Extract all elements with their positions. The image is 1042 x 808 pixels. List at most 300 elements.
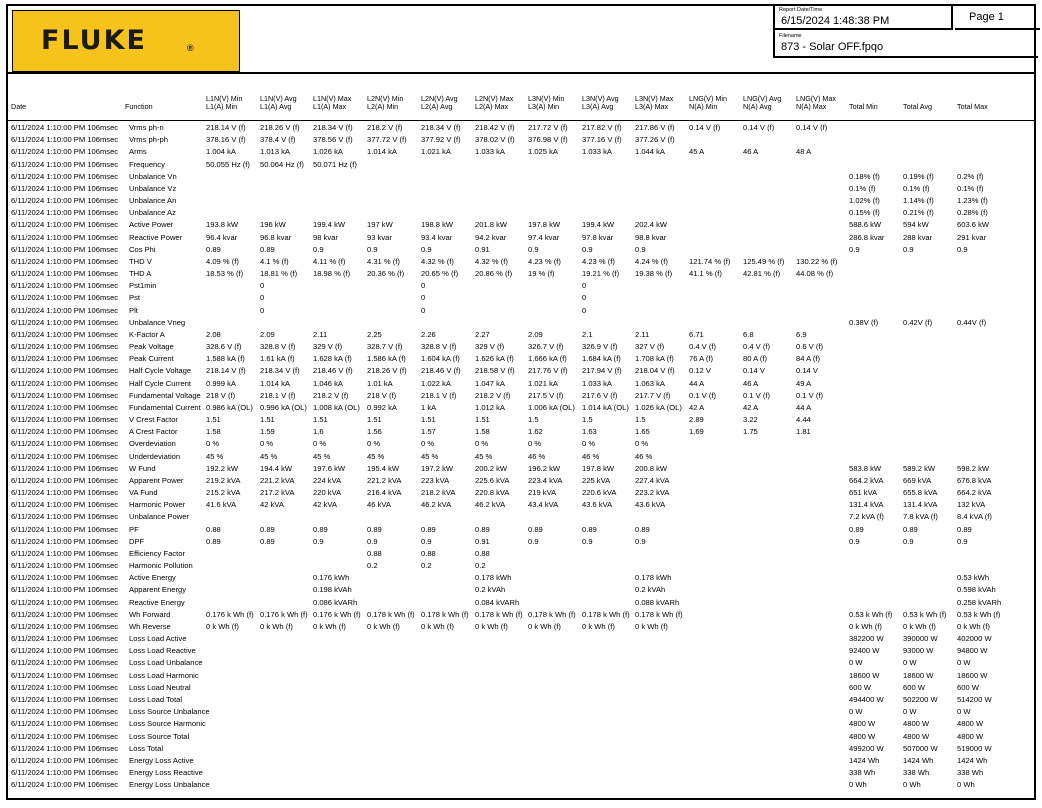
filename-value: 873 - Solar OFF.fpqo <box>781 41 884 53</box>
table-row <box>8 292 1034 304</box>
cell-value: 664.2 kVA <box>957 488 992 498</box>
cell-value: 1424 Wh <box>849 755 880 765</box>
cell-value: 4800 W <box>957 719 984 729</box>
cell-value: 0.9 <box>421 244 432 254</box>
cell-value: 0.91 <box>475 244 490 254</box>
cell-value: 1.51 <box>313 415 328 425</box>
cell-value: 225.6 kVA <box>475 475 510 485</box>
column-header-line1: L1N(V) Avg <box>260 94 297 103</box>
cell-value: 45 % <box>313 451 331 461</box>
cell-value: 0.178 k Wh (f) <box>582 609 630 619</box>
column-divider <box>8 120 1034 121</box>
cell-value: 44 A <box>689 378 705 388</box>
cell-value: 329 V (f) <box>475 342 505 352</box>
cell-function: Loss Load Neutral <box>129 682 191 692</box>
cell-value: 603.6 kW <box>957 220 990 230</box>
cell-value: 218.42 V (f) <box>475 123 515 132</box>
cell-date: 6/11/2024 1:10:00 PM 106msec <box>11 719 119 729</box>
cell-function: Wh Forward <box>129 609 171 619</box>
cell-value: 0.178 k Wh (f) <box>475 609 523 619</box>
cell-value: 1424 Wh <box>903 755 934 765</box>
cell-value: 198.8 kW <box>421 220 454 230</box>
cell-function: Frequency <box>129 159 165 169</box>
cell-date: 6/11/2024 1:10:00 PM 106msec <box>11 293 119 303</box>
cell-value: 0.9 <box>849 536 860 546</box>
cell-value: 326.9 V (f) <box>582 342 618 352</box>
cell-value: 50.071 Hz (f) <box>313 159 357 169</box>
cell-value: 2.08 <box>206 329 221 339</box>
cell-value: 0.198 kVAh <box>313 585 352 595</box>
cell-value: 132 kVA <box>957 500 986 510</box>
cell-value: 338 Wh <box>957 768 984 777</box>
cell-date: 6/11/2024 1:10:00 PM 106msec <box>11 317 119 327</box>
cell-value: 218.14 V (f) <box>206 123 246 132</box>
cell-value: 130.22 % (f) <box>796 256 838 266</box>
cell-value: 1 kA <box>421 402 437 412</box>
cell-value: 0.9 <box>313 244 324 254</box>
cell-value: 1.5 <box>582 415 593 425</box>
cell-value: 0.6 V (f) <box>796 342 824 352</box>
cell-value: 669 kVA <box>903 475 932 485</box>
cell-value: 0 k Wh (f) <box>475 621 508 631</box>
cell-value: 328.7 V (f) <box>367 342 403 352</box>
cell-function: Unbalance Vz <box>129 183 177 193</box>
report-page <box>6 4 1036 800</box>
table-row <box>8 171 1034 183</box>
cell-value: 0.084 kVARh <box>475 597 520 607</box>
column-header-line1: L2N(V) Min <box>367 94 404 103</box>
cell-value: 1.063 kA <box>635 378 665 388</box>
cell-date: 6/11/2024 1:10:00 PM 106msec <box>11 402 119 412</box>
cell-value: 0.2 <box>475 561 486 571</box>
cell-value: 1.684 kA (f) <box>582 354 621 364</box>
cell-value: 50.064 Hz (f) <box>260 159 304 169</box>
cell-value: 286.8 kvar <box>849 232 885 242</box>
cell-value: 0.88 <box>367 548 382 558</box>
cell-value: 1.51 <box>475 415 490 425</box>
cell-value: 0.2 <box>421 561 432 571</box>
cell-value: 4.32 % (f) <box>421 256 454 266</box>
column-header-line1: L1N(V) Min <box>206 94 243 103</box>
cell-value: 499200 W <box>849 743 884 753</box>
table-row <box>8 183 1034 195</box>
cell-value: 1.6 <box>313 427 324 437</box>
cell-value: 218 V (f) <box>206 390 236 400</box>
cell-value: 218.34 V (f) <box>260 366 300 376</box>
column-header-line1: L2N(V) Avg <box>421 94 458 103</box>
cell-value: 0 <box>582 293 587 303</box>
cell-value: 0.996 kA (OL) <box>260 402 307 412</box>
cell-date: 6/11/2024 1:10:00 PM 106msec <box>11 147 119 157</box>
cell-value: 328.6 V (f) <box>206 342 242 352</box>
cell-value: 192.2 kW <box>206 463 239 473</box>
cell-value: 80 A (f) <box>743 354 768 364</box>
cell-value: 197.8 kW <box>582 463 615 473</box>
cell-value: 0 % <box>421 439 435 449</box>
cell-value: 589.2 kW <box>903 463 936 473</box>
cell-value: 1.588 kA (f) <box>206 354 245 364</box>
column-header <box>957 103 988 111</box>
cell-value: 1424 Wh <box>957 755 988 765</box>
cell-value: 96.4 kvar <box>206 232 238 242</box>
cell-value: 46 A <box>743 147 759 157</box>
cell-value: 4.31 % (f) <box>367 256 400 266</box>
table-row <box>8 487 1034 499</box>
cell-date: 6/11/2024 1:10:00 PM 106msec <box>11 609 119 619</box>
cell-value: 0 k Wh (f) <box>421 621 454 631</box>
cell-value: 0.89 <box>206 536 221 546</box>
cell-value: 8.4 kVA (f) <box>957 512 992 522</box>
cell-value: 0.15% (f) <box>849 208 880 218</box>
cell-value: 329 V (f) <box>313 342 343 352</box>
table-row <box>8 353 1034 365</box>
cell-value: 0.176 k Wh (f) <box>313 609 361 619</box>
cell-value: 1.046 kA <box>313 378 343 388</box>
cell-date: 6/11/2024 1:10:00 PM 106msec <box>11 123 119 132</box>
table-row <box>8 609 1034 621</box>
cell-value: 0.42V (f) <box>903 317 933 327</box>
cell-function: Half Cycle Current <box>129 378 192 388</box>
cell-function: Energy Loss Reactive <box>129 768 203 777</box>
cell-function: Vrms ph-ph <box>129 135 168 145</box>
cell-value: 199.4 kW <box>582 220 615 230</box>
column-header <box>528 95 564 111</box>
cell-value: 18600 W <box>903 670 934 680</box>
table-row <box>8 718 1034 730</box>
cell-value: 1.65 <box>635 427 650 437</box>
cell-function: Unbalance Vneg <box>129 317 186 327</box>
cell-value: 1.61 kA (f) <box>260 354 295 364</box>
cell-date: 6/11/2024 1:10:00 PM 106msec <box>11 354 119 364</box>
column-header <box>367 95 403 111</box>
cell-value: 42 A <box>689 402 705 412</box>
column-header <box>689 95 727 111</box>
cell-function: K-Factor A <box>129 329 165 339</box>
cell-value: 200.8 kW <box>635 463 668 473</box>
cell-value: 0.999 kA <box>206 378 236 388</box>
table-row <box>8 475 1034 487</box>
cell-value: 0.89 <box>849 524 864 534</box>
cell-function: Apparent Power <box>129 475 184 485</box>
cell-value: 0.2 kVAh <box>475 585 506 595</box>
table-row <box>8 548 1034 560</box>
table-row <box>8 146 1034 158</box>
cell-value: 93 kvar <box>367 232 392 242</box>
cell-value: 1.5 <box>635 415 646 425</box>
cell-value: 2.25 <box>367 329 382 339</box>
cell-value: 194.4 kW <box>260 463 293 473</box>
cell-value: 0.14 V (f) <box>689 123 721 132</box>
fluke-logo <box>12 10 240 72</box>
column-header-line1: LNG(V) Max <box>796 94 836 103</box>
cell-value: 0 k Wh (f) <box>903 621 936 631</box>
cell-value: 1.708 kA (f) <box>635 354 674 364</box>
cell-function: Overdeviation <box>129 439 176 449</box>
cell-value: 45 % <box>367 451 385 461</box>
table-row <box>8 694 1034 706</box>
cell-value: 327 V (f) <box>635 342 665 352</box>
table-row <box>8 524 1034 536</box>
cell-value: 218.2 V (f) <box>475 390 511 400</box>
cell-date: 6/11/2024 1:10:00 PM 106msec <box>11 196 119 206</box>
cell-value: 201.8 kW <box>475 220 508 230</box>
report-date-value: 6/15/2024 1:48:38 PM <box>781 15 890 27</box>
table-row <box>8 560 1034 572</box>
cell-value: 44.08 % (f) <box>796 269 834 279</box>
cell-value: 0.1% (f) <box>957 183 984 193</box>
cell-value: 0.086 kVARh <box>313 597 358 607</box>
table-row <box>8 390 1034 402</box>
cell-function: Efficiency Factor <box>129 548 185 558</box>
cell-value: 46.2 kVA <box>475 500 506 510</box>
cell-value: 0.1 V (f) <box>689 390 717 400</box>
cell-value: 97.8 kvar <box>582 232 614 242</box>
cell-date: 6/11/2024 1:10:00 PM 106msec <box>11 439 119 449</box>
column-headers <box>8 90 1034 120</box>
cell-value: 0.89 <box>582 524 597 534</box>
column-header <box>313 95 351 111</box>
cell-value: 1.02% (f) <box>849 196 880 206</box>
cell-value: 4.11 % (f) <box>313 256 346 266</box>
cell-function: Fundamental Voltage <box>129 390 201 400</box>
column-header-line2: L2(A) Avg <box>421 102 453 112</box>
cell-date: 6/11/2024 1:10:00 PM 106msec <box>11 731 119 741</box>
cell-value: 125.49 % (f) <box>743 256 785 266</box>
cell-value: 45 % <box>260 451 278 461</box>
cell-date: 6/11/2024 1:10:00 PM 106msec <box>11 524 119 534</box>
cell-value: 0 W <box>849 707 863 717</box>
cell-value: 0.38V (f) <box>849 317 879 327</box>
page-number-cell <box>955 6 1040 30</box>
cell-value: 1.026 kA <box>313 147 343 157</box>
column-header-line1: L3N(V) Min <box>528 94 565 103</box>
cell-value: 0.89 <box>313 524 328 534</box>
column-header <box>582 95 619 111</box>
cell-function: THD V <box>129 256 152 266</box>
cell-value: 217.82 V (f) <box>582 123 622 132</box>
cell-date: 6/11/2024 1:10:00 PM 106msec <box>11 743 119 753</box>
cell-value: 227.4 kVA <box>635 475 670 485</box>
column-header-line2: L2(A) Min <box>367 102 399 112</box>
cell-value: 218.46 V (f) <box>421 366 461 376</box>
cell-value: 41.6 kVA <box>206 500 237 510</box>
cell-value: 218.1 V (f) <box>421 390 457 400</box>
cell-date: 6/11/2024 1:10:00 PM 106msec <box>11 658 119 668</box>
cell-date: 6/11/2024 1:10:00 PM 106msec <box>11 244 119 254</box>
cell-value: 1.5 <box>528 415 539 425</box>
cell-function: VA Fund <box>129 488 158 498</box>
cell-value: 1.666 kA (f) <box>528 354 567 364</box>
cell-value: 0.992 kA <box>367 402 397 412</box>
cell-value: 92400 W <box>849 646 880 656</box>
column-header <box>206 95 242 111</box>
cell-value: 328.8 V (f) <box>421 342 457 352</box>
cell-date: 6/11/2024 1:10:00 PM 106msec <box>11 208 119 218</box>
cell-value: 4.23 % (f) <box>582 256 615 266</box>
cell-value: 600 W <box>957 682 979 692</box>
cell-date: 6/11/2024 1:10:00 PM 106msec <box>11 500 119 510</box>
cell-value: 1.033 kA <box>475 147 505 157</box>
cell-value: 0.89 <box>260 536 275 546</box>
cell-value: 0 % <box>475 439 489 449</box>
cell-value: 225 kVA <box>582 475 611 485</box>
cell-value: 0.178 k Wh (f) <box>367 609 415 619</box>
cell-value: 378.56 V (f) <box>313 135 353 145</box>
cell-value: 0 % <box>206 439 220 449</box>
cell-value: 1.51 <box>367 415 382 425</box>
column-header <box>743 95 781 111</box>
cell-value: 0 <box>582 305 587 315</box>
table-row <box>8 682 1034 694</box>
cell-date: 6/11/2024 1:10:00 PM 106msec <box>11 390 119 400</box>
cell-function: Reactive Power <box>129 232 183 242</box>
table-row <box>8 499 1034 511</box>
cell-value: 0.53 k Wh (f) <box>903 609 947 619</box>
cell-value: 0.9 <box>635 536 646 546</box>
cell-date: 6/11/2024 1:10:00 PM 106msec <box>11 159 119 169</box>
cell-value: 0 k Wh (f) <box>206 621 239 631</box>
cell-value: 217.76 V (f) <box>528 366 568 376</box>
table-row <box>8 438 1034 450</box>
cell-date: 6/11/2024 1:10:00 PM 106msec <box>11 646 119 656</box>
cell-value: 0 % <box>313 439 327 449</box>
cell-value: 664.2 kVA <box>849 475 884 485</box>
cell-value: 598.2 kW <box>957 463 990 473</box>
cell-value: 1.59 <box>260 427 275 437</box>
cell-date: 6/11/2024 1:10:00 PM 106msec <box>11 378 119 388</box>
cell-date: 6/11/2024 1:10:00 PM 106msec <box>11 171 119 181</box>
cell-value: 0.12 V <box>689 366 711 376</box>
cell-value: 1.63 <box>582 427 597 437</box>
cell-function: Energy Loss Active <box>129 755 194 765</box>
cell-value: 655.8 kVA <box>903 488 938 498</box>
cell-function: Apparent Energy <box>129 585 186 595</box>
cell-value: 1.58 <box>475 427 490 437</box>
cell-value: 0 W <box>957 658 971 668</box>
cell-value: 218.14 V (f) <box>206 366 246 376</box>
cell-value: 1.014 kA <box>260 378 290 388</box>
column-header-line2: L1(A) Avg <box>260 102 292 112</box>
cell-value: 0.9 <box>367 244 378 254</box>
cell-value: 0.1 V (f) <box>743 390 771 400</box>
cell-function: Peak Voltage <box>129 342 174 352</box>
cell-date: 6/11/2024 1:10:00 PM 106msec <box>11 463 119 473</box>
cell-value: 0.178 k Wh (f) <box>421 609 469 619</box>
cell-value: 2.11 <box>313 329 328 339</box>
cell-function: Unbalance Vn <box>129 171 177 181</box>
cell-date: 6/11/2024 1:10:00 PM 106msec <box>11 475 119 485</box>
cell-value: 1.008 kA (OL) <box>313 402 360 412</box>
cell-value: 0.178 k Wh (f) <box>528 609 576 619</box>
cell-value: 0.088 kVARh <box>635 597 680 607</box>
cell-value: 217.86 V (f) <box>635 123 675 132</box>
cell-value: 0 W <box>903 707 917 717</box>
cell-value: 45 % <box>421 451 439 461</box>
cell-value: 519000 W <box>957 743 992 753</box>
cell-value: 0.1% (f) <box>849 183 876 193</box>
cell-value: 197.2 kW <box>421 463 454 473</box>
cell-date: 6/11/2024 1:10:00 PM 106msec <box>11 342 119 352</box>
cell-value: 1.004 kA <box>206 147 236 157</box>
cell-value: 0.9 <box>957 536 968 546</box>
cell-value: 0.1% (f) <box>903 183 930 193</box>
cell-value: 0 <box>260 293 265 303</box>
cell-function: Loss Source Total <box>129 731 190 741</box>
cell-function: Reactive Energy <box>129 597 185 607</box>
cell-value: 1.033 kA <box>582 147 612 157</box>
cell-function: Loss Load Active <box>129 634 187 644</box>
cell-value: 382200 W <box>849 634 884 644</box>
cell-value: 0 k Wh (f) <box>582 621 615 631</box>
cell-value: 131.4 kVA <box>849 500 884 510</box>
cell-function: V Crest Factor <box>129 415 178 425</box>
cell-value: 0 Wh <box>903 780 921 790</box>
cell-value: 98 kvar <box>313 232 338 242</box>
cell-value: 0 <box>260 281 265 291</box>
table-row <box>8 645 1034 657</box>
column-header <box>796 95 836 111</box>
cell-value: 4.32 % (f) <box>475 256 508 266</box>
cell-value: 378.16 V (f) <box>206 135 246 145</box>
cell-function: Wh Reverse <box>129 621 171 631</box>
cell-date: 6/11/2024 1:10:00 PM 106msec <box>11 670 119 680</box>
cell-value: 4800 W <box>849 719 876 729</box>
cell-value: 507000 W <box>903 743 938 753</box>
cell-value: 217.94 V (f) <box>582 366 622 376</box>
cell-value: 0.14 V <box>743 366 765 376</box>
table-row <box>8 378 1034 390</box>
cell-value: 1.75 <box>743 427 758 437</box>
cell-value: 96.8 kvar <box>260 232 292 242</box>
cell-function: Pst <box>129 293 140 303</box>
table-row <box>8 207 1034 219</box>
table-row <box>8 414 1034 426</box>
table-row <box>8 256 1034 268</box>
cell-function: Plt <box>129 305 138 315</box>
cell-function: Loss Load Unbalance <box>129 658 203 668</box>
table-row <box>8 305 1034 317</box>
cell-value: 1.69 <box>689 427 704 437</box>
cell-value: 223.2 kVA <box>635 488 670 498</box>
cell-value: 0.53 kWh <box>957 573 990 583</box>
cell-value: 218.04 V (f) <box>635 366 675 376</box>
cell-value: 219 kVA <box>528 488 557 498</box>
cell-value: 219.2 kVA <box>206 475 241 485</box>
table-row <box>8 633 1034 645</box>
cell-value: 0 % <box>582 439 596 449</box>
cell-value: 0.14 V (f) <box>796 123 828 132</box>
cell-value: 20.86 % (f) <box>475 269 513 279</box>
table-row <box>8 134 1034 146</box>
cell-value: 218.58 V (f) <box>475 366 515 376</box>
table-row <box>8 451 1034 463</box>
table-row <box>8 329 1034 341</box>
cell-value: 43.4 kVA <box>528 500 559 510</box>
cell-value: 220 kVA <box>313 488 342 498</box>
table-row <box>8 341 1034 353</box>
cell-value: 196.2 kW <box>528 463 561 473</box>
cell-date: 6/11/2024 1:10:00 PM 106msec <box>11 561 119 571</box>
cell-value: 1.628 kA (f) <box>313 354 352 364</box>
cell-value: 0 k Wh (f) <box>313 621 346 631</box>
table-row <box>8 670 1034 682</box>
column-header-line2: L2(A) Max <box>475 102 509 112</box>
cell-value: 0 <box>260 305 265 315</box>
cell-date: 6/11/2024 1:10:00 PM 106msec <box>11 232 119 242</box>
cell-value: 215.2 kVA <box>206 488 241 498</box>
cell-date: 6/11/2024 1:10:00 PM 106msec <box>11 780 119 790</box>
cell-value: 44 A <box>796 402 812 412</box>
